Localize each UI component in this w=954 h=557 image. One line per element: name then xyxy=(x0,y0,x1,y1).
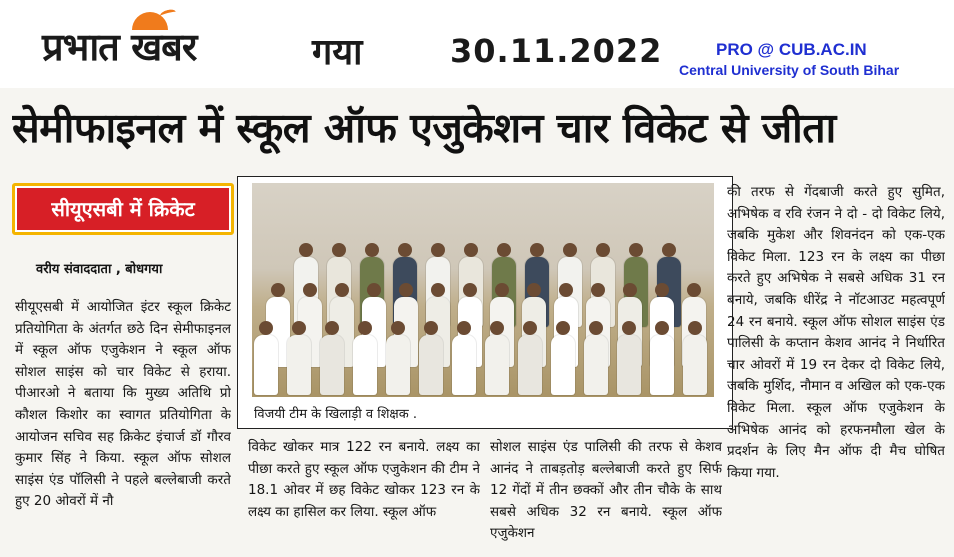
edition-city: गया xyxy=(312,32,363,73)
photo-person xyxy=(617,335,641,395)
photo-person-head xyxy=(399,283,413,297)
photo-person-head xyxy=(292,321,306,335)
section-tag-label: सीयूएसबी में क्रिकेट xyxy=(51,197,195,221)
photo-person-head xyxy=(398,243,412,257)
photo-person-head xyxy=(358,321,372,335)
edition-date: 30.11.2022 xyxy=(450,32,663,70)
photo-person xyxy=(353,335,377,395)
photo-person-head xyxy=(589,321,603,335)
photo-person-head xyxy=(431,283,445,297)
photo-person xyxy=(287,335,311,395)
photo-person-head xyxy=(556,321,570,335)
article-column-4: की तरफ से गेंदबाजी करते हुए सुमित, अभिषेक व रवि रंजन ने दो - दो विकेट लिये, जबकि मुकेश और शिवनंदन को एक-एक विकेट मिला. 123 रन के लक्ष्य का पीछा करते हुए अभिषेक ने सबसे अधिक 31 रन बनाये, जबकि धीरेंद्र ने नॉटआउट महत्वपूर्ण 24 रन बनाये. स्कूल ऑफ सोशल साइंस एंड पालिसी के कप्तान केशव आनंद ने निर्धारित चार ओवरों में 19 रन देकर दो विकेट लिये, जबकि मुर्शिद, नौमान व अखिल को एक-एक विकेट मिला. स्कूल ऑफ एजुकेशन के अभिषेक आनंद को हरफनमौला खेल के प्रदर्शन के लिए मैन ऑफ दी मैच घोषित किया गया. xyxy=(727,184,945,481)
photo-person-head xyxy=(271,283,285,297)
photo-person xyxy=(584,335,608,395)
photo-person xyxy=(650,335,674,395)
photo-person-head xyxy=(527,283,541,297)
photo-person xyxy=(320,335,344,395)
article-column-2: विकेट खोकर मात्र 122 रन बनाये. लक्ष्य का पीछा करते हुए स्कूल ऑफ एजुकेशन की टीम ने 18.1 ओवर में छह विकेट खोकर 123 रन के लक्ष्य का हासिल कर लिया. स्कूल ऑफ xyxy=(248,439,480,520)
photo-person-head xyxy=(655,321,669,335)
photo-person-head xyxy=(335,283,349,297)
photo-person-head xyxy=(424,321,438,335)
photo-person-head xyxy=(463,283,477,297)
photo-person-head xyxy=(655,283,669,297)
photo-person-head xyxy=(391,321,405,335)
newspaper-logo: प्रभात खबर xyxy=(42,25,197,69)
photo-person-head xyxy=(591,283,605,297)
photo-frame xyxy=(237,176,733,429)
photo-person-head xyxy=(523,321,537,335)
photo-person-head xyxy=(325,321,339,335)
photo-person-head xyxy=(457,321,471,335)
photo-person-head xyxy=(259,321,273,335)
photo-person-head xyxy=(559,283,573,297)
photo-person-head xyxy=(563,243,577,257)
article-headline: सेमीफाइनल में स्कूल ऑफ एजुकेशन चार विकेट से जीता xyxy=(12,104,836,152)
photo-person-head xyxy=(662,243,676,257)
photo-person-head xyxy=(431,243,445,257)
article-column-3: सोशल साइंस एंड पालिसी की तरफ से केशव आनंद ने ताबड़तोड़ बल्लेबाजी करते हुए सिर्फ 12 गेंदों में तीन छक्कों और तीन चौके के साथ सबसे अधिक 32 रन बनाये. स्कूल ऑफ एजुकेशन xyxy=(490,439,722,542)
photo-person-head xyxy=(365,243,379,257)
section-tag xyxy=(12,183,234,235)
photo-person-head xyxy=(303,283,317,297)
article-column-1: सीयूएसबी में आयोजित इंटर स्कूल क्रिकेट प्रतियोगिता के अंतर्गत छठे दिन सेमीफाइनल में स्कूल ऑफ एजुकेशन ने स्कूल ऑफ सोशल साइंस को चार विकेट से हराया. पीआरओ ने बताया कि मुख्य अतिथि प्रो कौशल किशोर का स्वागत प्रतियोगिता के आयोजन सचिव सह क्रिकेट इंचार्ज डॉ गौरव कुमार सिंह ने किया. स्कूल ऑफ सोशल साइंस एंड पॉलिसी ने पहले बल्लेबाजी करते हुए 20 ओवरों में नौ xyxy=(15,299,231,510)
masthead xyxy=(0,0,954,88)
photo-person xyxy=(551,335,575,395)
pro-email: PRO @ CUB.AC.IN xyxy=(716,40,867,59)
bird-logo-icon xyxy=(159,8,177,20)
photo-person-head xyxy=(497,243,511,257)
photo-person-head xyxy=(367,283,381,297)
photo-person xyxy=(518,335,542,395)
photo-person-head xyxy=(299,243,313,257)
photo-person xyxy=(485,335,509,395)
photo-person-head xyxy=(530,243,544,257)
photo-person xyxy=(452,335,476,395)
photo-person xyxy=(419,335,443,395)
photo-person-head xyxy=(622,321,636,335)
photo-person-head xyxy=(332,243,346,257)
photo-person-head xyxy=(623,283,637,297)
photo-person-head xyxy=(495,283,509,297)
photo-caption: विजयी टीम के खिलाड़ी व शिक्षक . xyxy=(254,407,417,422)
photo-person-head xyxy=(687,283,701,297)
photo-person-head xyxy=(688,321,702,335)
photo-person xyxy=(386,335,410,395)
photo-person-head xyxy=(464,243,478,257)
photo-person-head xyxy=(490,321,504,335)
byline: वरीय संवाददाता , बोधगया xyxy=(36,262,163,277)
team-photo xyxy=(252,183,714,397)
photo-person-head xyxy=(629,243,643,257)
university-name: Central University of South Bihar xyxy=(679,62,900,78)
photo-person xyxy=(683,335,707,395)
photo-person xyxy=(254,335,278,395)
photo-person-head xyxy=(596,243,610,257)
